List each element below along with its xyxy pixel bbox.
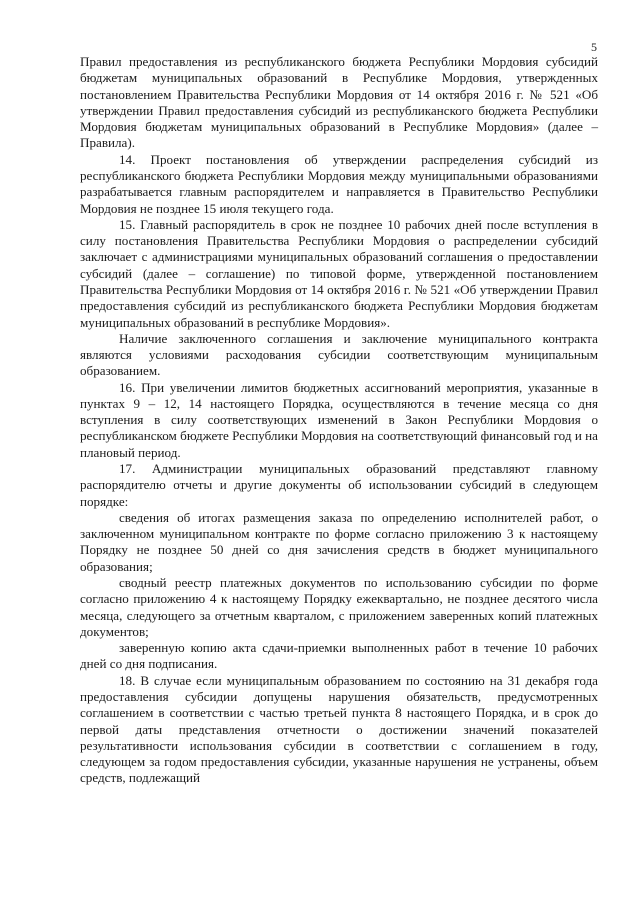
document-body bbox=[80, 54, 598, 787]
paragraph-17: 17. Администрации муниципальных образований представляют главному распорядителю отчеты и другие документы об использовании субсидий в следующем порядке: bbox=[80, 461, 598, 509]
paragraph-17-item-2: сводный реестр платежных документов по использованию субсидии по форме согласно приложению 4 к настоящему Порядку ежеквартально, не позднее десятого числа месяца, следующего за отчетным кварталом, с приложением заверенных копий платежных документов; bbox=[80, 575, 598, 639]
paragraph-continuation: Правил предоставления из республиканского бюджета Республики Мордовия субсидий бюджетам муниципальных образований в Республике Мордовия, утвержденных постановлением Правительства Республики Мордовия от 14 октября 2016 г. № 521 «Об утверждении Правил предоставления субсидий из республиканского бюджета Республики Мордовия бюджетам муниципальных образований в Республике Мордовия» (далее – Правила). bbox=[80, 54, 598, 151]
paragraph-15-note: Наличие заключенного соглашения и заключение муниципального контракта являются условиями расходования субсидии соответствующим муниципальным образованием. bbox=[80, 330, 598, 379]
page-number: 5 bbox=[591, 40, 597, 54]
paragraph-16: 16. При увеличении лимитов бюджетных ассигнований мероприятия, указанные в пунктах 9 – 12, 14 настоящего Порядка, осуществляются в течение месяца со дня вступления в силу соответствующих изменений в Закон Республики Мордовия о республиканском бюджете Республики Мордовия на соответствующий финансовый год и на плановый период. bbox=[80, 379, 598, 460]
paragraph-14: 14. Проект постановления об утверждении распределения субсидий из республиканского бюджета Республики Мордовия между муниципальными образованиями разрабатывается главным распорядителем и направляется в Правительство Республики Мордовия не позднее 15 июля текущего года. bbox=[80, 151, 598, 216]
paragraph-17-item-3: заверенную копию акта сдачи-приемки выполненных работ в течение 10 рабочих дней со дня подписания. bbox=[80, 640, 598, 672]
paragraph-18: 18. В случае если муниципальным образованием по состоянию на 31 декабря года предоставления субсидии допущены нарушения обязательств, предусмотренных соглашением в соответствии с частью третьей пункта 8 настоящего Порядка, и в срок до первой даты представления отчетности о достижении значений показателей результативности использования субсидии в соответствии с соглашением в году, следующем за годом предоставления субсидии, указанные нарушения не устранены, объем средств, подлежащий bbox=[80, 672, 598, 786]
paragraph-15: 15. Главный распорядитель в срок не позднее 10 рабочих дней после вступления в силу постановления Правительства Республики Мордовия о распределении субсидий заключает с администрациями муниципальных образований соглашения о предоставлении субсидий (далее – соглашение) по типовой форме, утвержденной постановлением Правительства Республики Мордовия от 14 октября 2016 г. № 521 «Об утверждении Правил предоставления субсидий из республиканского бюджета Республики Мордовия бюджетам муниципальных образований в республике Мордовия». bbox=[80, 216, 598, 330]
paragraph-17-item-1: сведения об итогах размещения заказа по определению исполнителей работ, о заключенном муниципальном контракте по форме согласно приложению 3 к настоящему Порядку не позднее 50 дней со дня зачисления средств в бюджет муниципального образования; bbox=[80, 509, 598, 574]
